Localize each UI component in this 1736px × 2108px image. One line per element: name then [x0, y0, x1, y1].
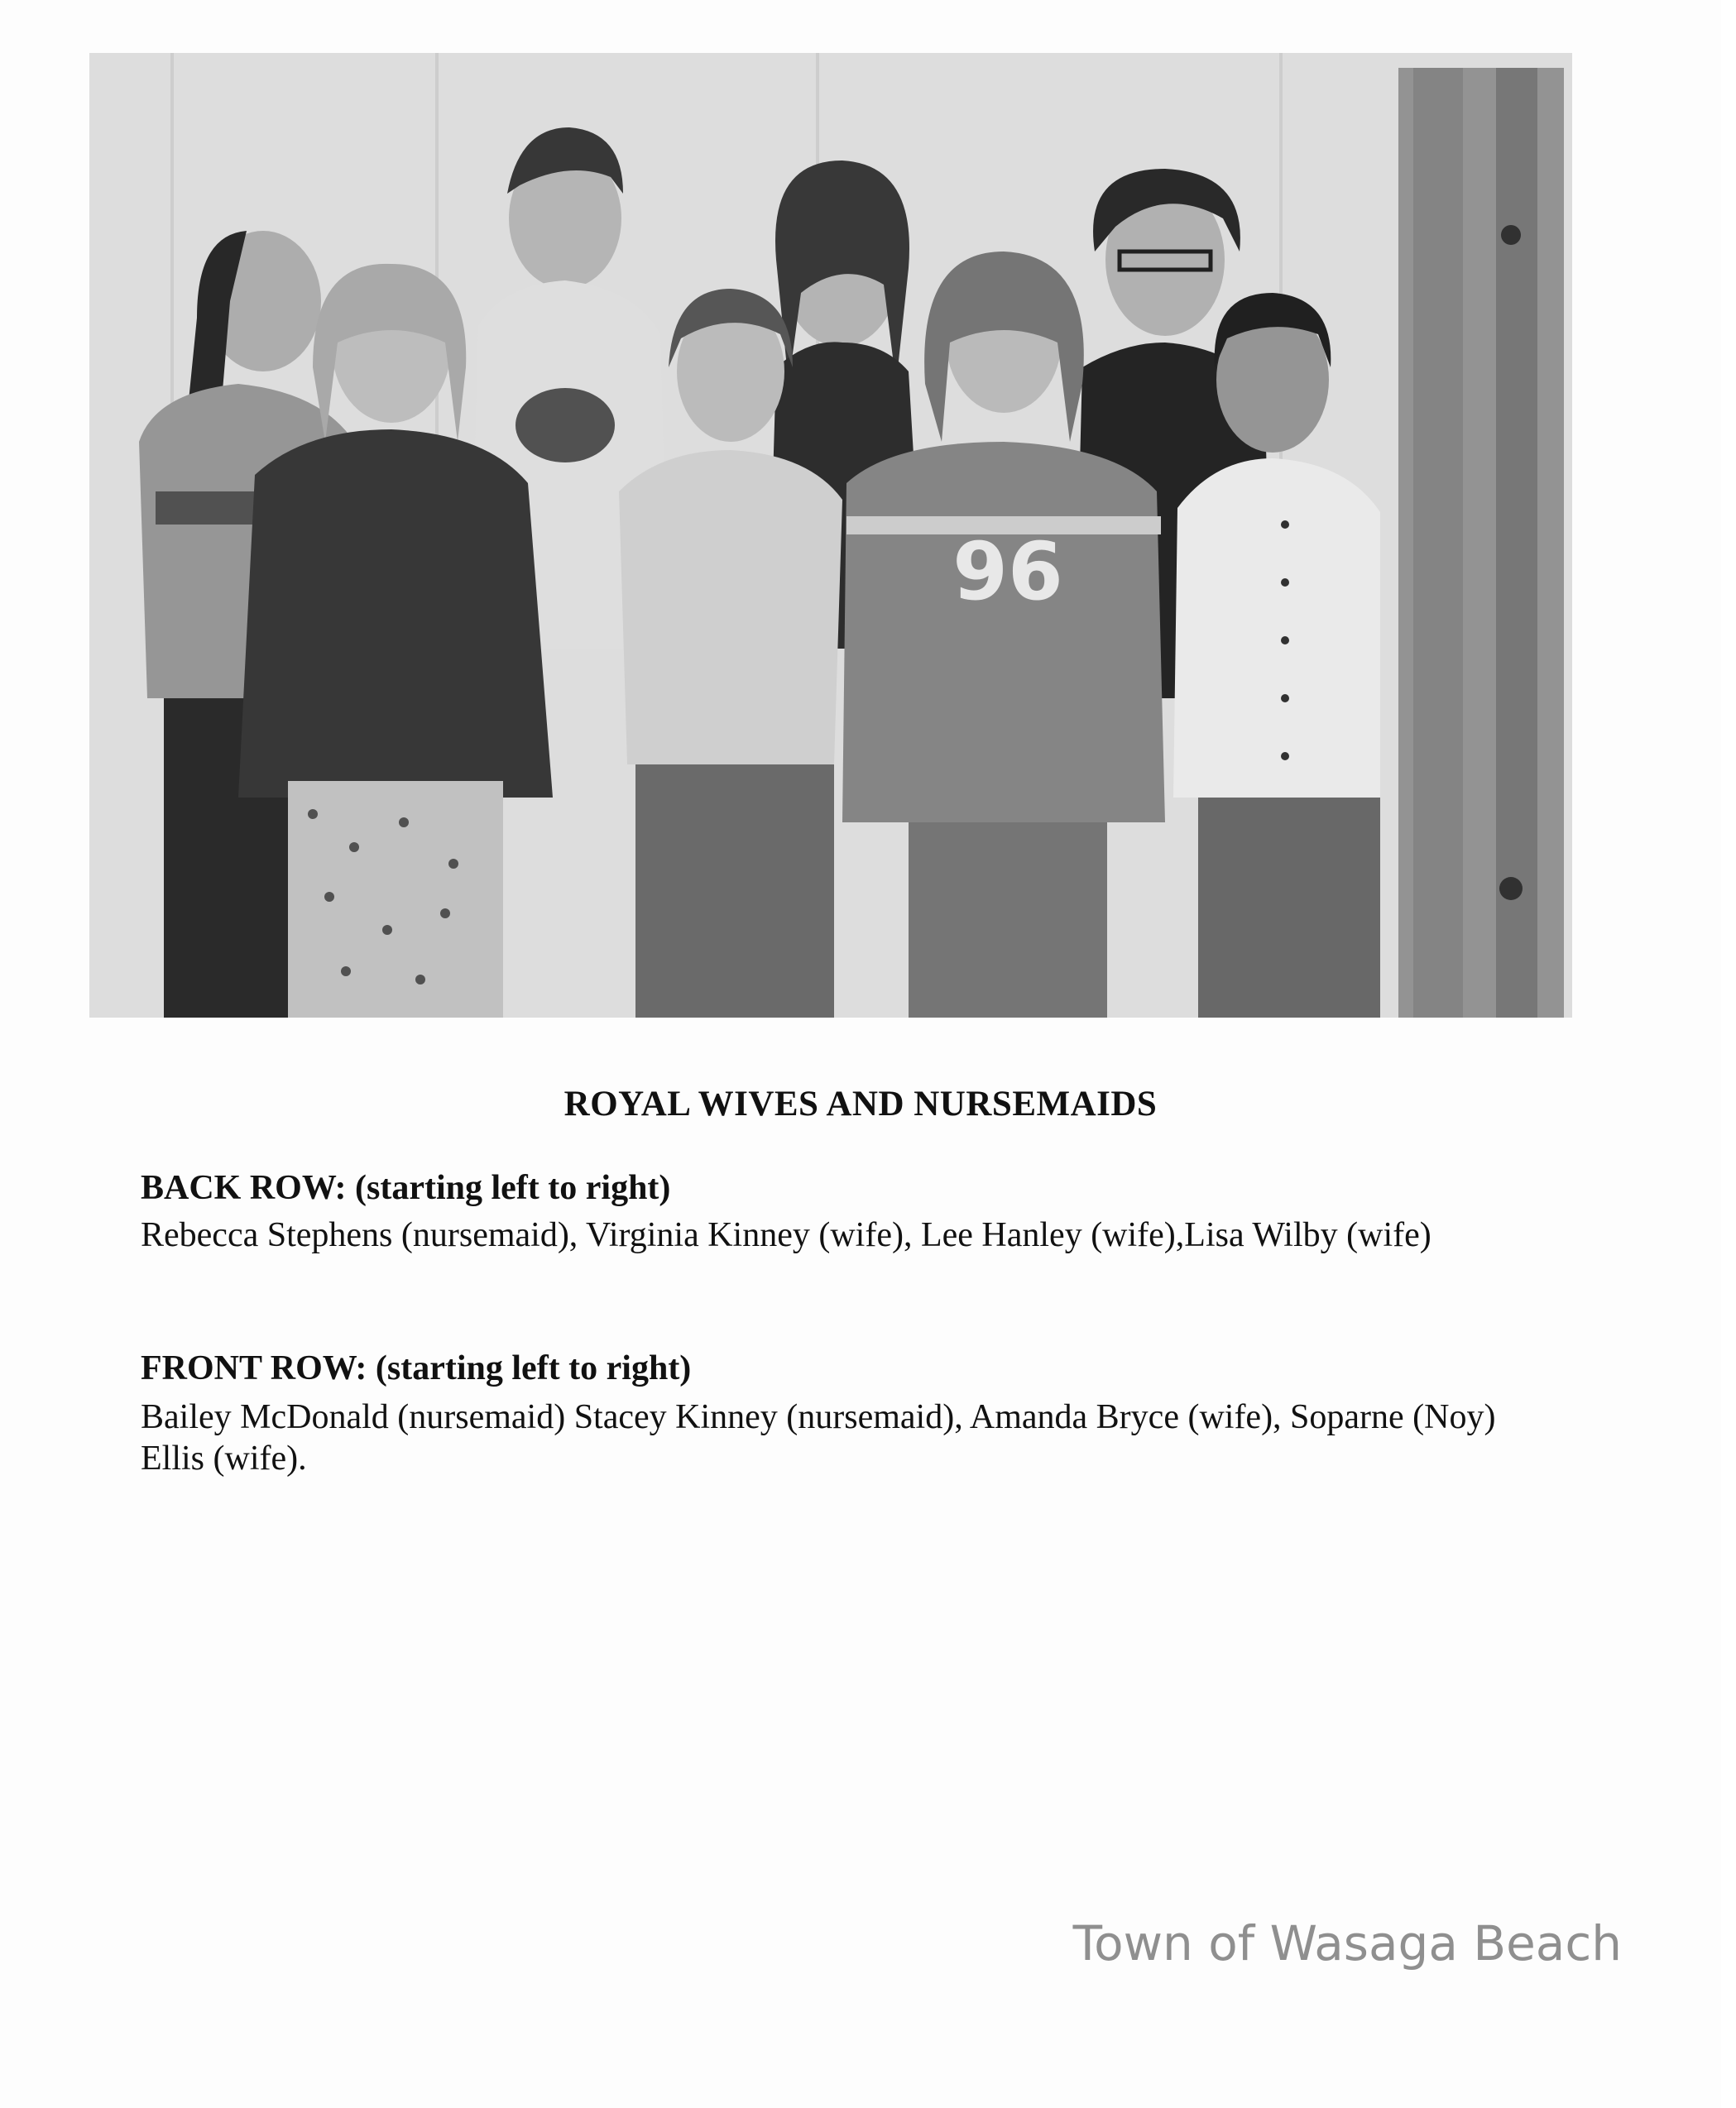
- front-row-names: Bailey McDonald (nursemaid) Stacey Kinney (nursemaid), Amanda Bryce (wife), Soparne (Noy) Ellis (wife).: [141, 1398, 1496, 1478]
- caption-title: ROYAL WIVES AND NURSEMAIDS: [563, 1085, 1158, 1123]
- group-photo: [89, 53, 1572, 1018]
- page-edge: [1721, 0, 1736, 2108]
- front-row-heading: FRONT ROW: (starting left to right): [141, 1349, 692, 1387]
- back-row-names: Rebecca Stephens (nursemaid), Virginia Kinney (wife), Lee Hanley (wife),Lisa Wilby (wife): [141, 1216, 1431, 1254]
- back-row-heading: BACK ROW: (starting left to right): [141, 1169, 671, 1207]
- watermark-text: Town of Wasaga Beach: [1072, 1915, 1622, 1971]
- group-photo-image: [89, 53, 1572, 1018]
- jersey-number: 96: [952, 525, 1063, 618]
